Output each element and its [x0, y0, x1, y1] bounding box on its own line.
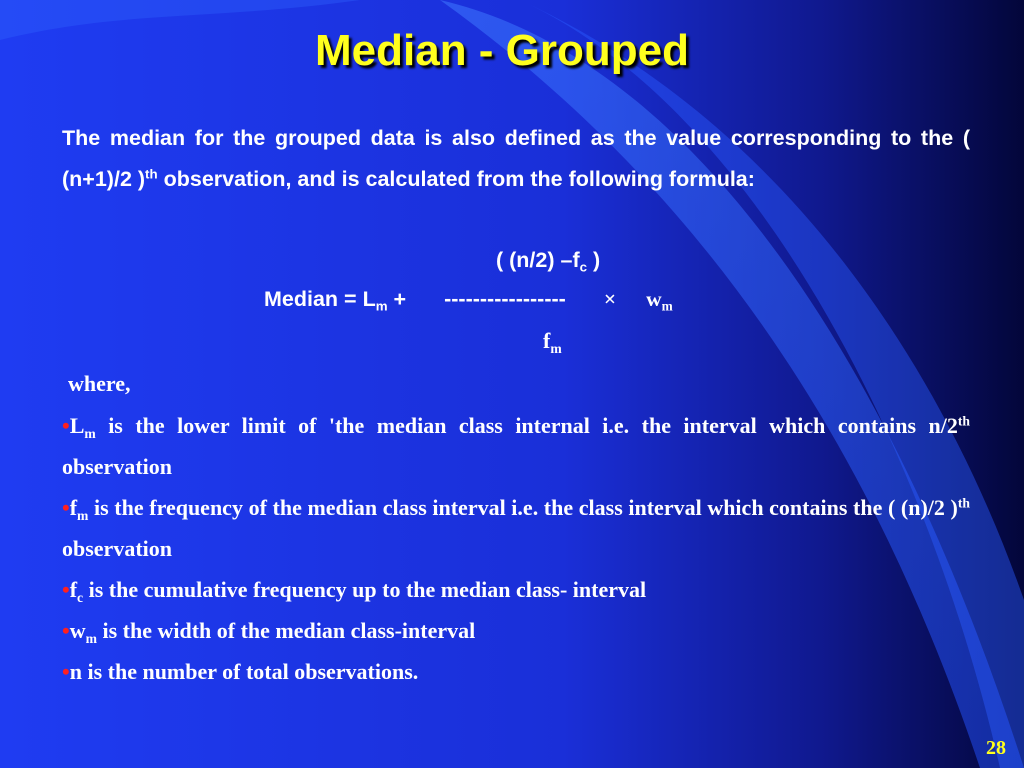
slide-title: Median - Grouped: [315, 26, 689, 75]
formula-numerator: [496, 248, 600, 273]
def-symbol-sub: c: [77, 589, 84, 605]
denominator-sub: m: [550, 340, 562, 356]
definition-item-fc: [62, 569, 970, 610]
def-text-tail: observation: [62, 454, 172, 479]
fraction-dashes: -----------------: [444, 287, 566, 311]
formula-plus: +: [387, 287, 407, 311]
numerator-sub: c: [579, 259, 588, 275]
formula-lhs-sub: m: [375, 298, 388, 314]
bullet-icon: •: [62, 659, 70, 684]
bullet-icon: •: [62, 577, 70, 602]
def-symbol-sub: m: [85, 630, 97, 646]
formula-denominator: [543, 328, 562, 354]
def-text: is the lower limit of 'the median class internal i.e. the interval which contains n/2: [95, 413, 958, 438]
definition-item-n: [62, 651, 970, 692]
def-sup: th: [957, 413, 970, 429]
formula-w: w: [646, 287, 662, 311]
definition-item-wm: [62, 610, 970, 651]
def-text: is the number of total observations.: [81, 659, 419, 684]
def-symbol: f: [69, 495, 78, 520]
def-text: is the cumulative frequency up to the median class- interval: [83, 577, 647, 602]
times-symbol: ×: [603, 287, 617, 311]
def-text: is the frequency of the median class interval i.e. the class interval which contains the ( (n)/2 ): [88, 495, 958, 520]
intro-part2: observation, and is calculated from the following formula:: [157, 167, 755, 191]
intro-paragraph: [62, 118, 970, 200]
bullet-icon: •: [62, 413, 70, 438]
definition-item-lm: [62, 405, 970, 487]
intro-part1: The median for the grouped data is also defined as the value corresponding to the ( (n+1)/2 ): [62, 126, 970, 191]
intro-superscript: th: [145, 166, 158, 182]
where-label: where,: [68, 371, 131, 396]
formula-lhs: Median = L: [264, 287, 376, 311]
definition-item-fm: [62, 487, 970, 569]
def-symbol-sub: m: [84, 425, 96, 441]
bullet-icon: •: [62, 495, 70, 520]
def-text: is the width of the median class-interval: [96, 618, 476, 643]
formula-w-sub: m: [661, 298, 673, 314]
bullet-icon: •: [62, 618, 70, 643]
numerator-close: ): [587, 248, 601, 272]
def-symbol: f: [69, 577, 78, 602]
def-text-tail: observation: [62, 536, 172, 561]
numerator-main: ( (n/2) –f: [496, 248, 580, 272]
def-symbol: w: [69, 618, 86, 643]
formula-main-line: [264, 287, 673, 312]
definitions-list: [62, 405, 970, 692]
denominator-f: f: [543, 328, 551, 353]
page-number: 28: [986, 737, 1006, 759]
def-sup: th: [957, 495, 970, 511]
def-symbol-sub: m: [77, 507, 89, 523]
def-symbol: L: [69, 413, 85, 438]
def-symbol: n: [69, 659, 82, 684]
